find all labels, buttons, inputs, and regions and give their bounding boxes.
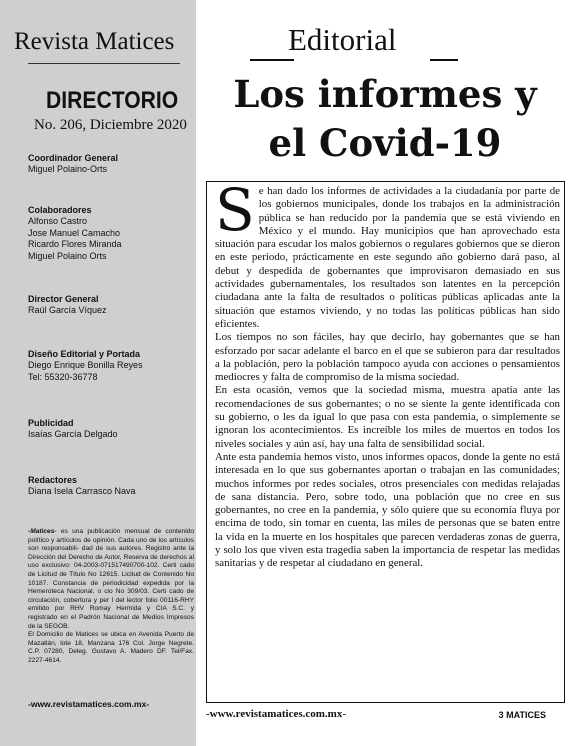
staff-director [28,293,107,317]
page-number: 3 MATICES [498,710,546,720]
staff-name: Miguel Polaino-Orts [28,164,108,174]
staff-role: Diseño Editorial y Portada [28,349,141,359]
legal-notice-text: es una publicación mensual de contenido político y artículos de opinión. Cada uno de los artículos son responsabili- dad de sus autores. Registro ante la Dirección del Derecho de Autor, Reserva de derechos al uso exclusivo: 04-2003-071517490700-102. Certi cado de Licitud de Título No 12615. Licitud de Contenido No 10187. Constancia de periodicidad expedida por la Hemeroteca Nacional, o cio No 309/03. Certi cado de circulación, cobertura y per l del lector folio 00116-RHY emitido por RHV Romay Hermida y CIA S.C. y registrado en el Padrón Nacional de Medios Impresos de la SEGOB. [28,528,194,630]
staff-phone: Tel: 55320-36778 [28,371,98,382]
article-headline [200,70,570,168]
drop-cap: S [215,181,255,244]
section-rule-right [430,59,458,61]
staff-name: Miguel Polaino Orts [28,250,107,261]
staff-design [28,348,143,383]
sidebar-website-link[interactable]: -www.revistamatices.com.mx- [28,699,150,709]
directory-title: DIRECTORIO [46,87,179,114]
headline-line-2: el Covid-19 [268,121,502,165]
title-divider [28,63,180,64]
staff-role: Publicidad [28,418,74,428]
article-body-box [206,181,565,703]
staff-editors [28,474,136,498]
article-paragraph: Los tiempos no son fáciles, hay que decirlo, hay gobernantes que se han esforzado por sacar adelante el barco en el que se subieron para dar resultados a la población, pero la población tampoco ayuda con acciones o pensamientos mediocres y falta de compromiso de la misma sociedad. [215,331,560,384]
footer-website-link[interactable]: -www.revistamatices.com.mx- [206,708,347,720]
staff-coordinator [28,152,118,176]
article-paragraph: En esta ocasión, vemos que la sociedad misma, muestra apatía ante las recomendaciones de sus gobernantes; o no se siente la gente identificada con su gobierno, o les da igual lo que pasa con esta pandemia, o simplemente se ignoran los acontecimientos. Es increíble los miles de muertos en todos los niveles sociales y aún así, hay una falta de sensibilidad social. [215,384,560,450]
issue-info: No. 206, Diciembre 2020 [34,117,187,133]
staff-name: Ricardo Flores Miranda [28,239,122,249]
article-paragraph: Ante esta pandemia hemos visto, unos informes opacos, donde la gente no está interesada en lo que sus gobernantes aportan o trabajan en las comunidades; muchos informes por redes sociales, otros presenciales con medidas relajadas de sana distancia. Pero, sobre todo, una población que no cree en sus gobernantes, no cree en la pandemia, y sólo quiere que su economía fluya por encima de todo, sin tomar en cuenta, las miles de personas que se baten entre la vida en la muerte en los hospitales que parecen verdaderas zonas de guerra, y solo los que viven esta tragedia saben la importancia de respetar las medidas sanitarias y de respetar al ciudadano en general. [215,450,560,570]
article-paragraph: e han dado los informes de actividades a la ciudadanía por parte de los gobiernos municipales, donde los trabajos en la administración pública se han reducido por la pandemia que se está viviendo en México y el mundo. Hay municipios que han aprovechado esta situación para escudar los malos gobiernos o regulares gobiernos que se dieron en este periodo, prácticamente en este segundo año gobierno dará paso, al debut y despedida de gobernantes que improvisaron demasiado en sus actividades gubernamentales, los resultados son latentes en la percepción ciudadana ante la falta de resultados o políticas públicas aplicadas ante la situación que estamos viviendo, y no todas las políticas públicas han sido eficientes. [215,185,560,330]
staff-advertising [28,417,118,441]
magazine-title: Revista Matices [14,28,175,55]
directory-sidebar [0,0,196,746]
staff-name: Diana Isela Carrasco Nava [28,486,136,496]
staff-name: Diego Enrique Bonilla Reyes [28,360,143,370]
legal-notice [28,528,194,666]
legal-notice-brand: -Matices- [28,528,57,535]
headline-line-1: Los informes y [233,72,537,116]
staff-role: Coordinador General [28,153,119,163]
staff-role: Director General [28,294,99,304]
staff-name: Alfonso Castro [28,216,88,226]
section-title: Editorial [288,22,397,57]
staff-name: Raúl García Víquez [28,305,107,315]
staff-role: Colaboradores [28,205,92,215]
legal-notice-address: El Domicilio de Matices se ubica en Avenida Puerto de Mazatlán, lote 18, Manzana 176 Col. Jorge Negrete. C.P. 07280, Deleg. Gustavo A. Madero DF. Tel/Fax. 2227-4614. [28,631,194,664]
staff-name: Jose Manuel Camacho [28,227,121,238]
article-body [215,181,560,571]
staff-name: Isaías García Delgado [28,429,118,439]
staff-role: Redactores [28,475,78,485]
section-rule-left [250,59,294,61]
staff-contributors [28,204,122,262]
